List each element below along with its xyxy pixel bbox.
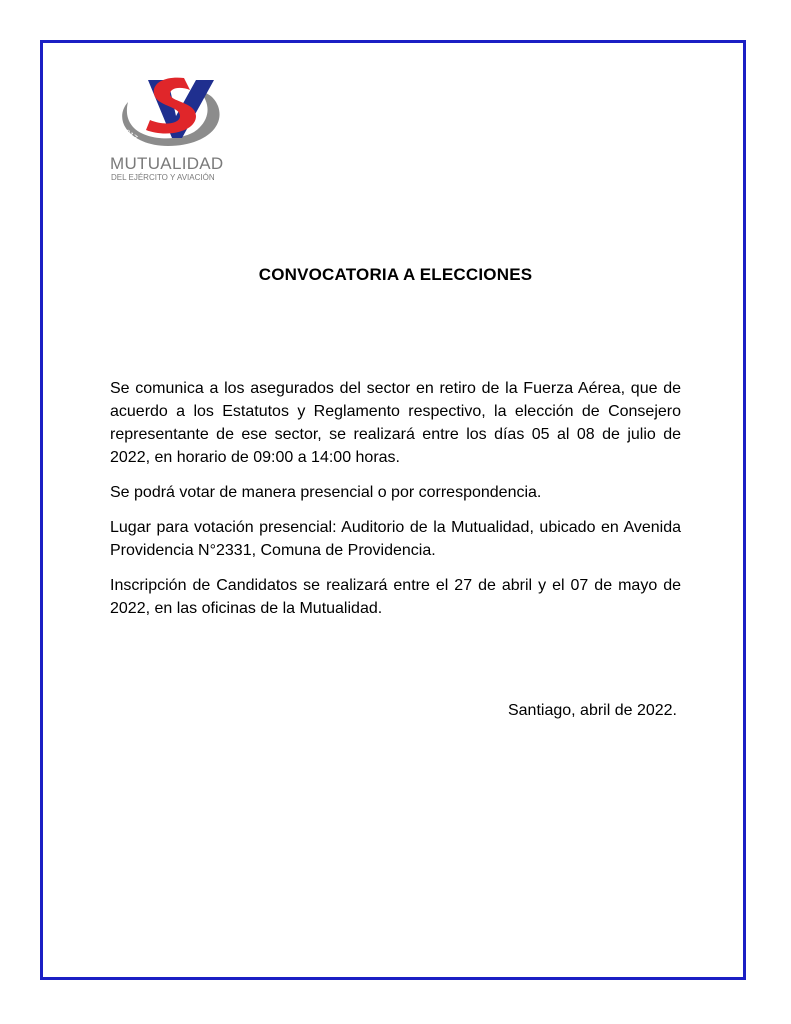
document-title: CONVOCATORIA A ELECCIONES — [258, 265, 533, 284]
signoff: Santiago, abril de 2022. — [507, 702, 677, 719]
paragraph-registration: Inscripción de Candidatos se realizará entre el 27 de abril y el 07 de mayo de 2022, en las oficinas de la Mutualidad. — [110, 577, 681, 617]
paragraph-voting-method: Se podrá votar de manera presencial o por correspondencia. — [110, 484, 542, 501]
logo-name: MUTUALIDAD — [110, 154, 224, 173]
mutualidad-logo — [110, 72, 240, 192]
logo-subtitle: DEL EJÉRCITO Y AVIACIÓN — [111, 173, 215, 182]
paragraph-voting-place: Lugar para votación presencial: Auditorio de la Mutualidad, ubicado en Avenida Providencia N°2331, Comuna de Providencia. — [110, 519, 681, 559]
document-body — [110, 377, 681, 632]
logo-emblem-icon — [110, 72, 230, 152]
paragraph-announcement: Se comunica a los asegurados del sector en retiro de la Fuerza Aérea, que de acuerdo a los Estatutos y Reglamento respectivo, la elección de Consejero representante de ese sector, se realizará entre los días 05 al 08 de julio de 2022, en horario de 09:00 a 14:00 horas. — [110, 380, 681, 466]
logo-year: 1917 — [119, 125, 140, 143]
